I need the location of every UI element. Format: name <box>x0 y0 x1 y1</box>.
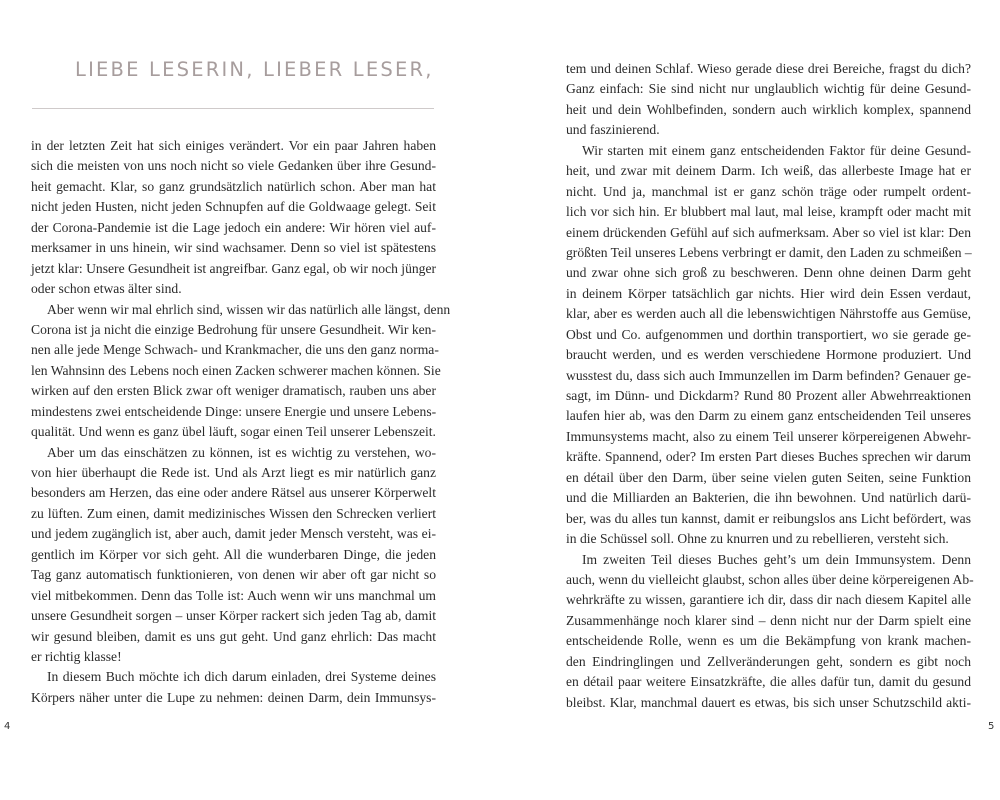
left-page-number: 4 <box>4 721 11 732</box>
text-line: besonders am Herzen, das eine oder andere Rätsel aus unserer Körperwelt <box>31 485 436 501</box>
text-line: einem drückenden Gefühl auf sich aufmerksam. Aber so viel ist klar: Den <box>566 224 971 240</box>
text-line: heit gemacht. Klar, so ganz grundsätzlich natürlich schon. Aber man hat <box>31 178 436 194</box>
text-line: entscheidende Rolle, wenn es um die Bekämpfung von krank machen- <box>566 633 971 649</box>
text-line: und jedem zugänglich ist, aber auch, damit jeder Mensch versteht, was ei- <box>31 526 436 542</box>
text-line: Aber wenn wir mal ehrlich sind, wissen wir das natürlich alle längst, denn <box>47 301 451 317</box>
text-line: Immunsystems macht, also zu einem Teil unserer körpereigenen Abwehr- <box>566 428 971 444</box>
text-line: merksamer in uns hinein, wir sind wachsamer. Denn so viel ist spätestens <box>31 240 436 256</box>
text-line: Obst und Co. aufgenommen und dorthin transportiert, wo sie gerade ge- <box>566 326 971 342</box>
text-line: gentlich im Körper vor sich geht. All die wunderbaren Dinge, die jeden <box>31 546 436 562</box>
text-line: wehrkräfte zu wissen, garantiere ich dir, dass dir nach diesem Kapitel alle <box>566 592 971 608</box>
text-line: auch, wenn du vielleicht glaubst, schon alles über deine körpereigenen Ab- <box>566 571 974 587</box>
text-line: nen alle jede Menge Schwach- und Krankmacher, die uns den ganz norma- <box>31 342 439 358</box>
text-line: größten Teil unseres Lebens verbringt er damit, den Laden zu schmeißen – <box>566 244 972 260</box>
text-line: laufen hier ab, was den Darm zu einem ganz entscheidenden Teil unseres <box>566 408 971 424</box>
text-line: viel mitbekommen. Denn das Tolle ist: Auch wenn wir uns manchmal um <box>31 587 436 603</box>
text-line: und die Milliarden an Bakterien, die ihn bewohnen. Und natürlich darü- <box>566 490 971 506</box>
text-line: zu lüften. Zum einen, damit medizinisches Wissen den Schrecken verliert <box>31 505 436 521</box>
text-line: Corona ist ja nicht die einzige Bedrohung für unsere Gesundheit. Wir ken- <box>31 321 436 337</box>
text-line: Im zweiten Teil dieses Buches geht’s um dein Immunsystem. Denn <box>582 551 971 567</box>
text-line: qualität. Und wenn es ganz übel läuft, sogar einen Teil unserer Lebenszeit. <box>31 424 436 440</box>
chapter-heading: LIEBE LESERIN, LIEBER LESER, <box>75 58 434 81</box>
text-line: Ganz einfach: Sie sind nicht nur unglaublich wichtig für deine Gesund- <box>566 81 971 97</box>
text-line: und zwar ohne sich groß zu beschweren. Denn ohne deinen Darm geht <box>566 265 971 281</box>
text-line: lich vor sich hin. Er blubbert mal laut, mal leise, krampft oder macht mit <box>566 204 971 220</box>
text-line: tem und deinen Schlaf. Wieso gerade diese drei Bereiche, fragst du dich? <box>566 61 971 76</box>
text-line: Wir starten mit einem ganz entscheidenden Faktor für deine Gesund- <box>582 142 971 158</box>
text-line: en détail paar weitere Einsatzkräfte, die alles dafür tun, damit du gesund <box>566 674 971 690</box>
text-line: oder schon etwas älter sind. <box>31 281 182 297</box>
text-line: nicht jeden Husten, nicht jeden Schnupfen auf die Goldwaage gelegt. Seit <box>31 199 436 215</box>
text-line: len Wahnsinn des Lebens noch einen Zacken schwerer machen können. Sie <box>31 362 441 378</box>
text-line: klar, aber es werden auch all die lebenswichtigen Nährstoffe aus Gemüse, <box>566 306 971 322</box>
text-line: Zusammenhänge noch klarer sind – denn nicht nur der Darm spielt eine <box>566 612 971 628</box>
text-line: wusstest du, dass sich auch Immunzellen im Darm befinden? Genauer ge- <box>566 367 971 383</box>
right-page-text <box>566 59 974 713</box>
text-line: unsere Gesundheit sorgen – unser Körper rackert sich jeden Tag ab, damit <box>31 608 436 624</box>
text-line: in der letzten Zeit hat sich einiges verändert. Vor ein paar Jahren haben <box>31 138 436 153</box>
text-line: Körpers näher unter die Lupe zu nehmen: deinen Darm, dein Immunsys- <box>31 689 436 705</box>
text-line: ber, was du alles tun kannst, damit er reibungslos ans Licht befördert, was <box>566 510 971 526</box>
text-line: in deinem Körper tatsächlich gar nichts. Hier wird dein Essen verdaut, <box>566 285 971 301</box>
text-line: en détail über den Darm, über seine vielen guten Seiten, seine Funktion <box>566 469 971 485</box>
text-line: in die Schüssel soll. Ohne zu knurren und zu rebellieren, versteht sich. <box>566 531 949 547</box>
text-line: er richtig klasse! <box>31 648 122 664</box>
right-page-number: 5 <box>988 721 995 732</box>
text-line: heit und dein Wohlbefinden, sondern auch wirklich komplex, spannend <box>566 101 971 117</box>
text-line: jetzt klar: Unsere Gesundheit ist angreifbar. Ganz egal, ob wir noch jünger <box>31 260 437 276</box>
text-line: der Corona-Pandemie ist die Lage jedoch ein andere: Wir hören viel auf- <box>31 219 436 235</box>
text-line: sagt, im Dünn- und Dickdarm? Rund 80 Prozent aller Abwehrreaktionen <box>566 388 971 403</box>
text-line: den Eindringlingen und Zellveränderungen geht, sondern es gibt noch <box>566 653 971 669</box>
text-line: und faszinierend. <box>566 122 660 138</box>
text-line: In diesem Buch möchte ich dich darum einladen, drei Systeme deines <box>47 669 436 685</box>
text-line: sich die meisten von uns noch nicht so viele Gedanken über ihre Gesund- <box>31 158 436 174</box>
heading-divider <box>32 108 434 109</box>
left-page-text <box>31 136 451 708</box>
text-line: bleibst. Klar, manchmal dauert es etwas, bis sich unser Schutzschild akti- <box>566 694 971 710</box>
text-line: Aber um das einschätzen zu können, ist es wichtig zu verstehen, wo- <box>47 444 436 460</box>
text-line: kräfte. Spannend, oder? Im ersten Part dieses Buches sprechen wir darum <box>566 449 971 465</box>
text-line: mindestens zwei entscheidende Dinge: unsere Energie und unsere Lebens- <box>31 403 437 419</box>
text-line: wir gesund bleiben, damit es uns gut geht. Und ganz ehrlich: Das macht <box>31 628 436 644</box>
text-line: braucht werden, und es werden verschiedene Hormone produziert. Und <box>566 347 971 363</box>
text-line: heit, und zwar mit deinem Darm. Ich weiß, das allerbeste Image hat er <box>566 163 971 179</box>
text-line: von hier überhaupt die Rede ist. Und als Arzt liegt es mir natürlich ganz <box>31 465 436 480</box>
text-line: Tag ganz automatisch funktionieren, von denen wir aber oft gar nicht so <box>31 567 436 583</box>
text-line: wirken auf den ersten Blick zwar oft weniger dramatisch, rauben uns aber <box>31 383 436 399</box>
text-line: nicht. Und ja, manchmal ist er ganz schön träge oder rumpelt ordent- <box>566 183 971 199</box>
